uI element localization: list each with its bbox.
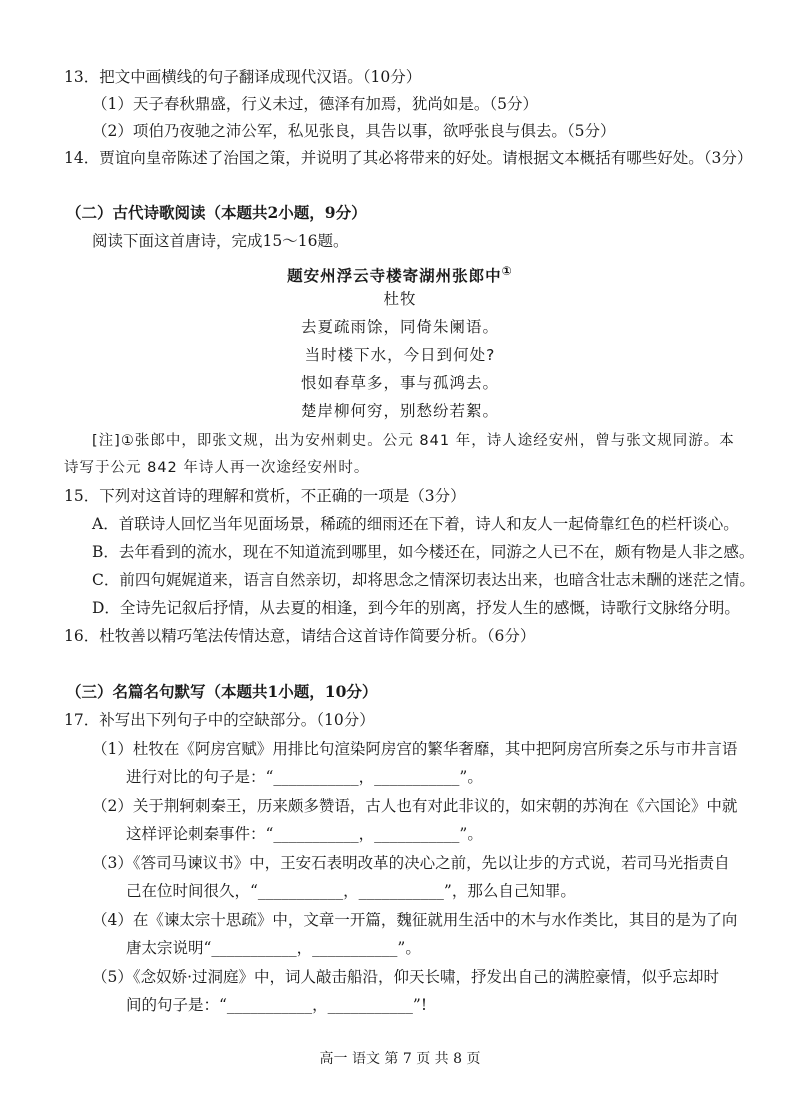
q17-item3-line2: 己在位时间很久，“___________，___________”，那么自己知罪。 — [126, 882, 576, 900]
poem-line-3: 恨如春草多，事与孤鸿去。 — [300, 374, 499, 392]
page-footer: 高一 语文 第 7 页 共 8 页 — [319, 1051, 481, 1067]
q17-item1-line2: 进行对比的句子是：“___________，___________”。 — [126, 768, 483, 786]
poem-note-mark: ① — [501, 264, 513, 278]
q17-item5-line1: （5）《念奴娇·过洞庭》中，词人敲击船沿，仰天长啸，抒发出自己的满腔豪情，似乎忘却时 — [92, 968, 720, 986]
poem-note-line-1: [注]①张郎中，即张文规，出为安州刺史。公元 841 年，诗人途经安州，曾与张文规同游。本 — [92, 433, 735, 449]
section-2-header: （二）古代诗歌阅读（本题共2小题，9分） — [66, 203, 367, 222]
q17-stem: 17．补写出下列句子中的空缺部分。（10分） — [64, 711, 375, 729]
q15-stem: 15．下列对这首诗的理解和赏析，不正确的一项是（3分） — [64, 487, 466, 505]
poem-author: 杜牧 — [383, 290, 417, 308]
poem-line-4: 楚岸柳何穷，别愁纷若絮。 — [300, 402, 499, 420]
poem-line-2: 当时楼下水，今日到何处? — [304, 346, 496, 364]
q16-stem: 16．杜牧善以精巧笔法传情达意，请结合这首诗作简要分析。（6分） — [64, 627, 536, 645]
q15-option-d: D．全诗先记叙后抒情，从去夏的相逢，到今年的别离，抒发人生的感慨，诗歌行文脉络分明。 — [92, 599, 740, 617]
q13-stem: 13．把文中画横线的句子翻译成现代汉语。（10分） — [64, 68, 422, 86]
q17-item4-line1: （4）在《谏太宗十思疏》中，文章一开篇，魏征就用生活中的木与水作类比，其目的是为了向 — [92, 911, 738, 929]
section-3-header: （三）名篇名句默写（本题共1小题，10分） — [66, 682, 378, 701]
poem-line-1: 去夏疏雨馀，同倚朱阑语。 — [300, 318, 499, 336]
section-2-intro: 阅读下面这首唐诗，完成15～16题。 — [92, 232, 349, 250]
poem-note-line-2: 诗写于公元 842 年诗人再一次途经安州时。 — [64, 460, 370, 476]
q17-item2-line1: （2）关于荆轲刺秦王，历来颇多赞语，古人也有对此非议的，如宋朝的苏洵在《六国论》中就 — [92, 797, 738, 815]
q15-option-c: C．前四句娓娓道来，语言自然亲切，却将思念之情深切表达出来，也暗含壮志未酬的迷茫之情。 — [92, 571, 755, 589]
q14-stem: 14．贾谊向皇帝陈述了治国之策，并说明了其必将带来的好处。请根据文本概括有哪些好处。（3分） — [64, 149, 753, 167]
q13-sub2: （2）项伯乃夜驰之沛公军，私见张良，具告以事，欲呼张良与俱去。（5分） — [92, 122, 616, 140]
q17-item1-line1: （1）杜牧在《阿房宫赋》用排比句渲染阿房宫的繁华奢靡，其中把阿房宫所奏之乐与市井言语 — [92, 740, 738, 758]
q15-option-b: B．去年看到的流水，现在不知道流到哪里，如今楼还在，同游之人已不在，颇有物是人非之感。 — [92, 543, 755, 561]
q17-item3-line1: （3）《答司马谏议书》中，王安石表明改革的决心之前，先以让步的方式说，若司马光指责自 — [92, 854, 730, 872]
q17-item5-line2: 间的句子是：“___________，___________”! — [126, 996, 428, 1014]
q13-sub1: （1）天子春秋鼎盛，行义未过，德泽有加焉，犹尚如是。（5分） — [92, 95, 538, 113]
poem-title — [0, 261, 800, 286]
q15-option-a: A．首联诗人回忆当年见面场景，稀疏的细雨还在下着，诗人和友人一起倚靠红色的栏杆谈心。 — [92, 515, 739, 533]
q17-item4-line2: 唐太宗说明“___________，___________”。 — [126, 939, 421, 957]
poem-title-text: 题安州浮云寺楼寄湖州张郎中 — [287, 267, 502, 286]
q17-item2-line2: 这样评论刺秦事件：“___________，___________”。 — [126, 825, 483, 843]
